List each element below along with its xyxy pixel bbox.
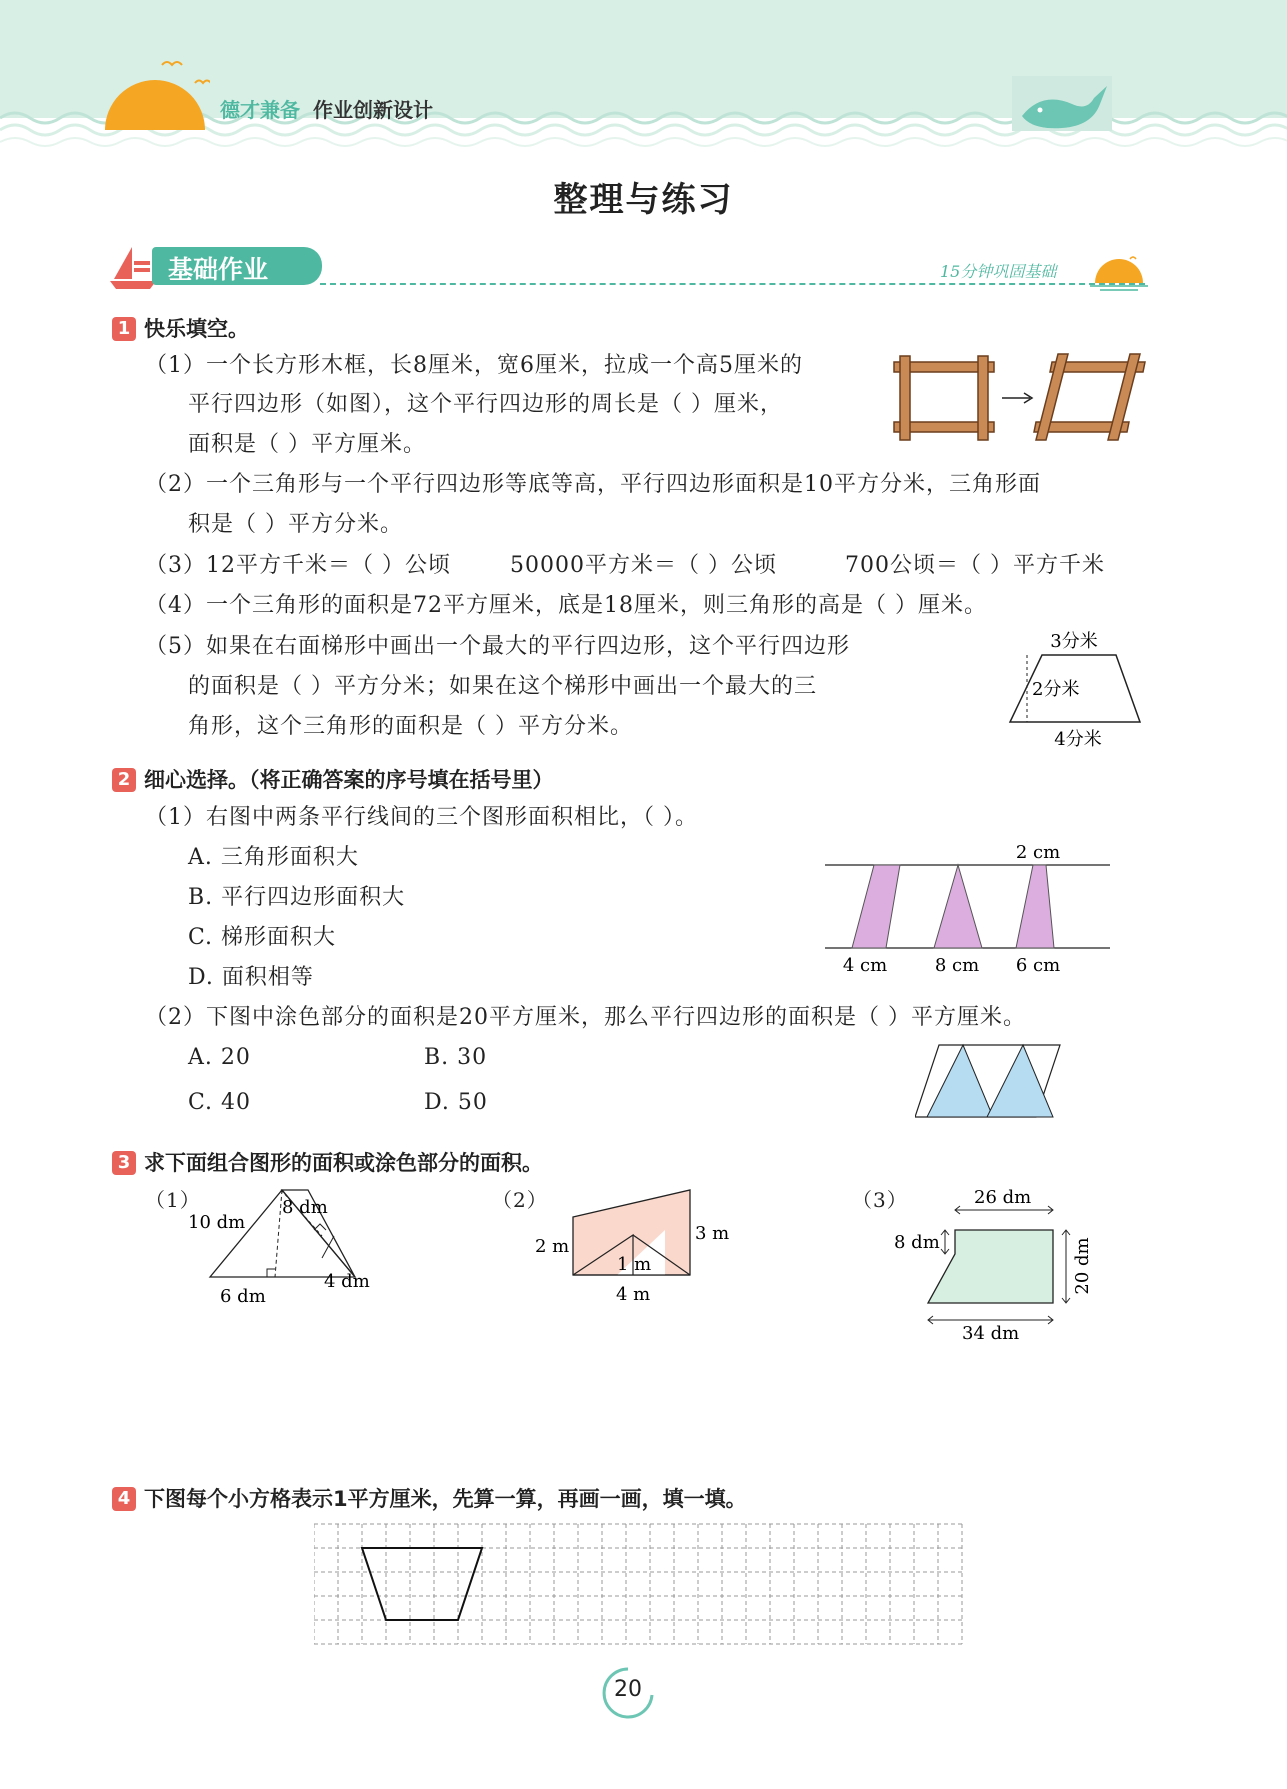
series-name: 作业创新设计 xyxy=(312,98,433,122)
f1-b-label: 8 dm xyxy=(282,1197,328,1218)
q1-p2-line1: （2）一个三角形与一个平行四边形等底等高，平行四边形面积是10平方分米，三角形面 xyxy=(145,472,1041,497)
q1-p5-line3: 角形，这个三角形的面积是（ ）平方分米。 xyxy=(188,714,633,739)
fig-base2-label: 8 cm xyxy=(934,955,980,976)
q2-p1: （1）右图中两条平行线间的三个图形面积相比，（ ）。 xyxy=(145,805,698,830)
q4-number: 4 xyxy=(112,1487,136,1511)
f3-d-label: 34 dm xyxy=(962,1323,1020,1344)
q3-figure-1 xyxy=(180,1180,420,1320)
q1-p3-a: （3）12平方千米＝（ ）公顷 xyxy=(145,553,451,578)
q4-title: 下图每个小方格表示1平方厘米，先算一算，再画一画，填一填。 xyxy=(144,1487,747,1511)
q1-p1-line1: （1）一个长方形木框，长8厘米，宽6厘米，拉成一个高5厘米的 xyxy=(145,353,803,378)
f1-c-label: 6 dm xyxy=(220,1286,266,1307)
section-title: 基础作业 xyxy=(168,255,269,284)
q2-option-d: D. 面积相等 xyxy=(188,965,314,990)
parallelogram-shaded-figure xyxy=(915,1040,1065,1122)
q1-p5-line2: 的面积是（ ）平方分米；如果在这个梯形中画出一个最大的三 xyxy=(188,674,817,699)
f1-a-label: 10 dm xyxy=(188,1212,246,1233)
sun-icon xyxy=(100,55,210,130)
q2-heading xyxy=(112,764,554,794)
parallel-lines-figure xyxy=(820,835,1120,980)
q1-p1-line2: 平行四边形（如图），这个平行四边形的周长是（ ）厘米， xyxy=(188,392,783,417)
section-divider xyxy=(320,283,1145,285)
f2-c-label: 1 m xyxy=(617,1254,652,1275)
f3-b-label: 8 dm xyxy=(894,1232,940,1253)
q3-number: 3 xyxy=(112,1151,136,1175)
q3-figure-2 xyxy=(525,1180,745,1310)
q2-p2-option-a: A. 20 xyxy=(188,1045,251,1070)
fig-base3-label: 6 cm xyxy=(1015,955,1061,976)
q2-number: 2 xyxy=(112,768,136,792)
q3-title: 求下面组合图形的面积或涂色部分的面积。 xyxy=(144,1151,543,1175)
q1-title: 快乐填空。 xyxy=(144,317,249,341)
brand-name: 德才兼备 xyxy=(220,98,300,122)
whale-icon xyxy=(1012,76,1112,131)
q1-p2-line2: 积是（ ）平方分米。 xyxy=(188,512,403,537)
section-subtitle: 15分钟巩固基础 xyxy=(940,262,1057,281)
q2-option-c: C. 梯形面积大 xyxy=(188,925,337,950)
trap-top-label: 3分米 xyxy=(1050,631,1098,652)
q4-heading xyxy=(112,1483,747,1513)
f1-d-label: 4 dm xyxy=(324,1271,370,1292)
q2-option-a: A. 三角形面积大 xyxy=(188,845,359,870)
q1-number: 1 xyxy=(112,317,136,341)
q1-p3-c: 700公顷＝（ ）平方千米 xyxy=(845,553,1105,578)
grid-figure xyxy=(314,1522,980,1646)
q2-p2-option-c: C. 40 xyxy=(188,1090,252,1115)
f2-a-label: 2 m xyxy=(535,1236,570,1257)
f3-c-label: 20 dm xyxy=(1072,1237,1093,1295)
grid-trapezoid xyxy=(362,1548,482,1620)
q3-figure-3 xyxy=(890,1180,1110,1345)
q2-p2: （2）下图中涂色部分的面积是20平方厘米，那么平行四边形的面积是（ ）平方厘米。 xyxy=(145,1005,1026,1030)
page-number: 20 xyxy=(614,1677,642,1702)
fig-base1-label: 4 cm xyxy=(842,955,888,976)
q3-fig1-label: （1） xyxy=(145,1188,201,1212)
f3-a-label: 26 dm xyxy=(974,1187,1032,1208)
trap-bottom-label: 4分米 xyxy=(1054,729,1102,750)
wooden-frame-figure xyxy=(890,352,1150,444)
q2-title: 细心选择。（将正确答案的序号填在括号里） xyxy=(144,768,554,792)
q3-fig2-label: （2） xyxy=(492,1188,548,1212)
f2-d-label: 4 m xyxy=(616,1284,651,1305)
q1-p5-line1: （5）如果在右面梯形中画出一个最大的平行四边形，这个平行四边形 xyxy=(145,634,850,659)
q1-p4: （4）一个三角形的面积是72平方厘米，底是18厘米，则三角形的高是（ ）厘米。 xyxy=(145,593,987,618)
section-banner xyxy=(110,245,1150,295)
small-sun-icon xyxy=(1090,255,1150,291)
q1-p1-line3: 面积是（ ）平方厘米。 xyxy=(188,432,426,457)
page-header xyxy=(0,0,1287,150)
fig-top-label: 2 cm xyxy=(1015,842,1061,863)
q3-fig3-label: （3） xyxy=(852,1188,908,1212)
trapezoid-figure xyxy=(1000,625,1150,750)
trap-height-label: 2分米 xyxy=(1032,679,1080,700)
q1-p3-b: 50000平方米＝（ ）公顷 xyxy=(510,553,777,578)
page-title: 整理与练习 xyxy=(553,180,734,220)
q3-heading xyxy=(112,1147,543,1177)
q2-p2-option-d: D. 50 xyxy=(424,1090,488,1115)
f2-b-label: 3 m xyxy=(695,1223,730,1244)
q1-heading xyxy=(112,313,249,343)
q2-option-b: B. 平行四边形面积大 xyxy=(188,885,406,910)
q2-p2-option-b: B. 30 xyxy=(424,1045,488,1070)
